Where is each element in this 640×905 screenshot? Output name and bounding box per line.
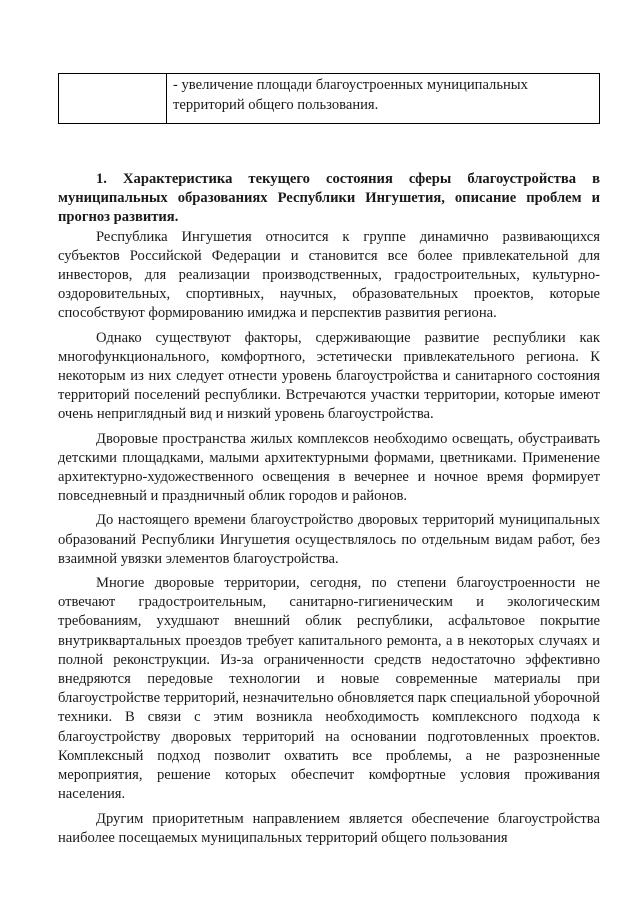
paragraph-1: Республика Ингушетия относится к группе динамично развивающихся субъектов Российской Федерации и становится все более привлекательной для инвесторов, для реализации производственных, градостроительных, культурно-оздоровительных, спортивных, научных, образовательных проектов, которые способствуют формированию имиджа и перспектив развития региона.	[58, 228, 600, 322]
paragraph-6: Другим приоритетным направлением является обеспечение благоустройства наиболее посещаемых муниципальных территорий общего пользования	[58, 810, 600, 846]
paragraph-3: Дворовые пространства жилых комплексов необходимо освещать, обустраивать детскими площадками, малыми архитектурными формами, цветниками. Применение архитектурно-художественного освещения в вечернее и ночное время формирует повседневный и праздничный облик городов и районов.	[58, 430, 600, 505]
document-page	[58, 73, 600, 848]
paragraph-5: Многие дворовые территории, сегодня, по степени благоустроенности не отвечают градостроительным, санитарно-гигиеническим и экологическим требованиям, ухудшают внешний облик республики, асфальтовое покрытие внутриквартальных проездов требует капитального ремонта, а в некоторых случаях и полной реконструкции. Из-за ограниченности средств недостаточно эффективно внедряются передовые технологии и новые современные материалы при благоустройстве территорий, незначительно обновляется парк специальной уборочной техники. В связи с этим возникла необходимость комплексного подхода к благоустройству дворовых территорий на основании подготовленных проектов. Комплексный подход позволит охватить все проблемы, а не разрозненные мероприятия, решение которых обеспечит комфортные условия проживания населения.	[58, 575, 600, 803]
table-row	[59, 74, 600, 124]
section-heading: 1. Характеристика текущего состояния сферы благоустройства в муниципальных образованиях Республики Ингушетия, описание проблем и прогноз развития.	[58, 171, 600, 226]
table-cell-empty	[59, 74, 167, 124]
paragraph-2: Однако существуют факторы, сдерживающие развитие республики как многофункционального, комфортного, эстетически привлекательного региона. К некоторым из них следует отнести уровень благоустройства и санитарного состояния территорий поселений республики. Встречаются участки территории, которые имеют очень неприглядный вид и низкий уровень благоустройства.	[58, 329, 600, 423]
paragraph-4: До настоящего времени благоустройство дворовых территорий муниципальных образований Республики Ингушетия осуществлялось по отдельным видам работ, без взаимной увязки элементов благоустройства.	[58, 512, 600, 567]
goals-table	[58, 73, 600, 124]
table-cell-text: - увеличение площади благоустроенных муниципальных территорий общего пользования.	[167, 74, 600, 124]
